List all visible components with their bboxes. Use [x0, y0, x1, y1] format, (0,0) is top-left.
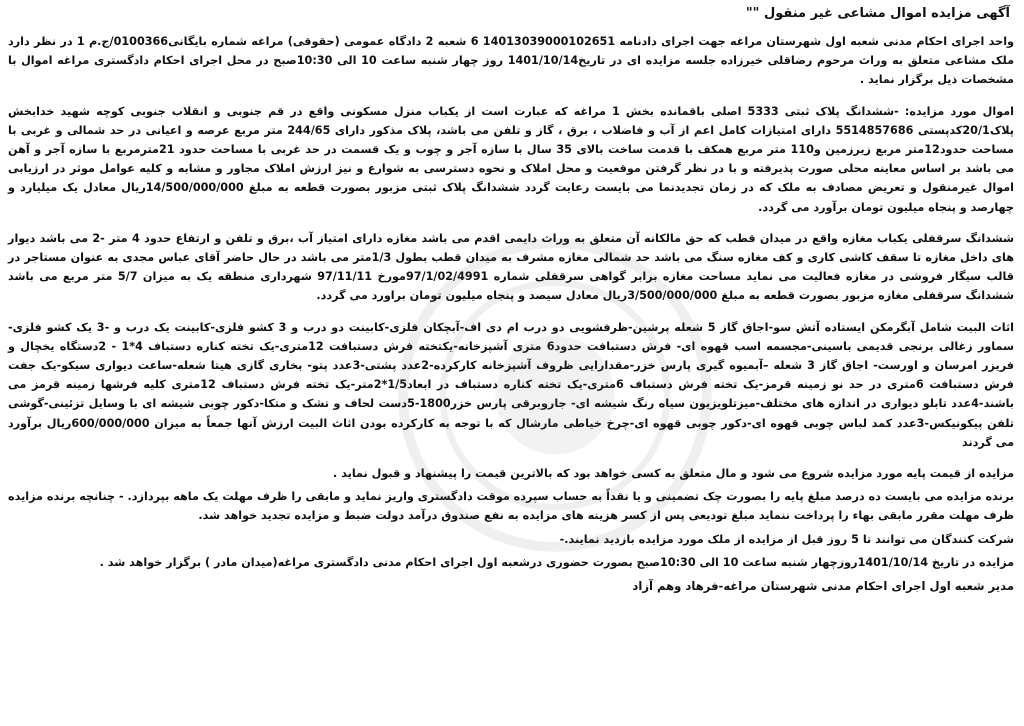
visit-paragraph: شرکت کنندگان می توانند تا 5 روز قبل از مزایده از ملک مورد مزایده بازدید نمایند.- — [559, 532, 1014, 546]
property-paragraph: اموال مورد مزایده: -ششدانگ پلاک ثبتی 5333 اصلی باقمانده بخش 1 مراغه که عبارت است از یکباب منزل مسکونی واقع در قم جنوبی و انقلاب جنوبی کوچه شهید خدابخش پلاک20/1کدپستی 5514857686 دارای امتیازات کامل اعم از آب و فاضلاب ، برق ، گاز و تلفن می باشد، پلاک مذکور دارای 244/65 متر مربع عرصه و اعیانی در حد شمالی و غربی با مساحت حدود12متر مربع زیرزمین و110 متر مربع همکف با قدمت ساخت بالای 35 سال با سازه آجر و چوب و یک قسمت در حد غربی با مساحت حدود 21مترمربع با سازه آجر و آهن می باشد بر اساس معاینه محلی صورت پذیرفته و با در نظر گرفتن موقعیت و محل املاک و نحوه دسترسی به شوارع و نیز ارزش املاک مجاور و مشابه و کلیه عوامل موثر در ارزیابی اموال غیرمنقول و تعریض مصادف به ملک که در زمان تجدیدنما می بایست رعایت گردد ششدانگ پلاک ثبتی مزبور بصورت قطعه به مبلغ 14/500/000/000ریال معادل یک میلیارد و چهارصد و پنجاه میلیون تومان برآورد می گردد. — [8, 104, 1014, 214]
notice-title: آگهی مزایده اموال مشاعی غیر منقول "" — [745, 6, 1010, 21]
furniture-paragraph: اثاث البیت شامل آبگرمکن ایستاده آتش سو-اجاق گاز 5 شعله پرشین-ظرفشویی دو درب ام دی اف-آبچکان فلزی-کابینت دو درب و 3 کشو فلزی-کابینت یک درب و -3 یک کشو فلزی-سماور زغالی برنجی قدیمی باسینی-مجسمه اسب قهوه ای- فرش دستبافت حدود6 متری آشپزخانه-یکتخته فرش دستبافت 12متری-یک تخته کناره دستباف 4*1 - 2دستگاه یخچال و فریزر امرسان و اورست- اجاق گاز 3 شعله –آبمیوه گیری پارس خزر-مقدارایی ظروف آشپزخانه کارکرده-2عدد پشتی-3عدد پتو- بخاری گازی هیتا شعله-ساعت دیواری سیکو-یک جفت فرش دستبافت 6متری در حد نو زمینه قرمز-یک تخته فرش دستباف 6متری-یک تخته کناره دستباف در ابعاد1/5*2متر-یک تخته فرش دستباف 12متری کلیه فرشها زمینه قرمز می باشند-4عدد تابلو دیواری در اندازه های مختلف-میزتلویزیون سیاه رنگ شیشه ای- جاروبرقی پارس خزر1800-5دست لحاف و تشک و متکا-دکور چوبی شیشه ای با وسایل تزئینی-گوشی تلفن پیکونیکس-3عدد کمد لباس چوبی قهوه ای-دکور چوبی قهوه ای-چرخ خیاطی مارشال که با توجه به کارکرده بودن اثاث البیت ارزش آنها جمعاً به میزان 600/000/000ریال برآورد می گردند — [8, 320, 1015, 449]
intro-paragraph: واحد اجرای احکام مدنی شعبه اول شهرستان مراغه جهت اجرای دادنامه 14013039000102651 6 شعبه 2 دادگاه عمومی (حقوقی) مراغه شماره بایگانی0100366/ج.م 1 در نظر دارد ملک مشاعی متعلق به وراث مرحوم رضاقلی خیرزاده جلسه مزایده ای در تاریخ1401/10/14 روز چهار شنبه ساعت 10 الی 10:30صبح در محل اجرای احکام دادگستری مراغه اموال با مشخصات ذیل برگزار نماید . — [8, 35, 1014, 87]
auction-notice — [8, 4, 1014, 722]
auction-date-paragraph: مزایده در تاریخ 1401/10/14روزچهار شنبه ساعت 10 الی 10:30صبح بصورت حضوری درشعبه اول اجرای احکام مدنی دادگستری مراغه(میدان مادر ) برگزار خواهد شد . — [99, 555, 1014, 569]
auction-start-paragraph: مزایده از قیمت پایه مورد مزایده شروع می شود و مال متعلق به کسی خواهد بود که بالاترین قیمت را پیشنهاد و قبول نماید . — [333, 467, 1014, 481]
signature-line: مدیر شعبه اول اجرای احکام مدنی شهرستان مراغه-فرهاد وهم آزاد — [632, 579, 1014, 594]
shop-paragraph: ششدانگ سرقفلی یکباب مغازه واقع در میدان قطب که حق مالکانه آن متعلق به وراث دایمی اقدم می باشد مغازه دارای امتیاز آب ،برق و تلفن و ارتفاع حدود 4 متر -2 می باشد دیوار های داخل مغازه تا سقف کاشی کاری و کف مغازه سنگ می باشد حد شمالی مغازه مشرف به میدان قطب بطول 1/3متر می باشد در حال حاضر آقای عباس مجدی به عنوان مستاجر در قالب سیگار فروشی در مغازه فعالیت می نماید مساحت مغازه برابر گواهی سرقفلی شماره 97/1/02/4991مورخ 97/11/11 شهرداری منطقه یک به میزان 5/7 متر مربع می باشد ششدانگ سرقفلی مغازه مزبور بصورت قطعه به مبلغ 3/500/000/000ریال معادل سیصد و پنجاه میلیون تومان براورد می گردد. — [8, 231, 1015, 303]
payment-terms-paragraph: برنده مزایده می بایست ده درصد مبلغ پایه را بصورت چک تضمینی و یا نقداً به حساب سپرده موقت دادگستری واریز نماید و مابقی را ظرف مهلت یک ماهه بپردازد. - چنانچه برنده مزایده ظرف مهلت مقرر مابقی بهاء را پرداخت ننماید مبلغ تودیعی پس از کسر هزینه های مزایده به نفع صندوق درآمد دولت ضبط و مزایده تجدید خواهد شد. — [8, 490, 1014, 523]
